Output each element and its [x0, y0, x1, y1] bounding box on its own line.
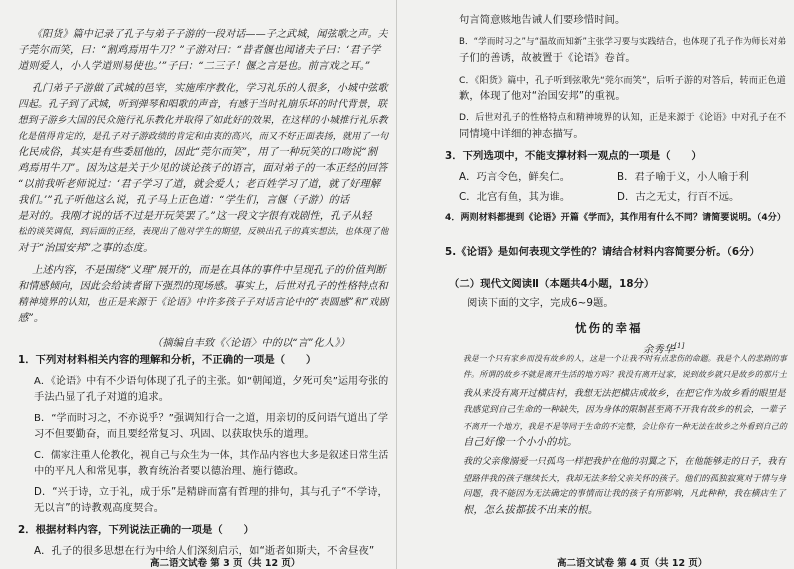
text-line: （二）现代文阅读Ⅱ（本题共4小题，18分） [449, 278, 655, 290]
text-line: 件。所谓的故乡不就是离开生活的地方吗？我没有离开过家，说到故乡就只是故乡的那片土 [463, 370, 787, 379]
text-line: 我从来没有离开过横店村，我想无法把横店成故乡，在把它作为故乡看的眼里是 [463, 389, 786, 399]
text-line: B．君子喻于义，小人喻于利 [617, 171, 749, 183]
text-line: “以前我听老师说过：‘君子学习了道，就会爱人；老百姓学习了道，就了好理解 [18, 178, 381, 190]
text-line: 我们。’”孔子听他这么说，孔子马上正色道：“学生们，言偃（子游）的话 [18, 194, 350, 206]
text-line: 中的平凡人和常见事，教育统治者要以德治理、施行德政。 [34, 465, 305, 477]
text-line: C．北宫有鱼，其为谁。 [459, 191, 571, 203]
text-line: D．古之无丈，行百不远。 [617, 191, 740, 203]
text-line: 化民成俗，其实是有些委屈他的，因此“莞尔而笑”，用了一种玩笑的口吻说“割 [18, 146, 378, 158]
page-footer-left: 高二语文试卷 第 3 页（共 12 页） [150, 558, 301, 569]
text-line: 化是值得肯定的，是孔子对子游政绩的肯定和由衷的高兴，而又不好正面表扬，就用了一句 [18, 131, 389, 142]
text-line: 我是一个只有家乡而没有故乡的人，这是一个让我不时有点悲伤的命题。我是个人的悲剧的事 [463, 354, 787, 363]
text-line: 孔门弟子子游做了武城的邑宰，实施库序教化，学习礼乐的人很多，小城中弦歌 [32, 83, 388, 94]
text-line: D．后世对孔子的性格特点和精神境界的认知，正是来源于《论语》中对孔子在不 [459, 113, 787, 123]
text-line: 习不但要勤奋，而且要经常复习、巩固、以获取快乐的道理。 [34, 428, 315, 440]
text-line: 问题，我不能因为无法确定的事情而让我的孩子有所影响，凡此种种，我在横店生了 [463, 489, 786, 499]
source-citation: （摘编自丰致《〈论语〉中的以“言”化人》） [152, 337, 350, 349]
text-line: 上述内容，不是围绕“义理”展开的，而是在具体的事件中呈现孔子的价值判断 [32, 264, 386, 276]
text-line: 鸡焉用牛刀”。因为这是关于少见的谈论孩子的语言，面对弟子的一本正经的回答 [18, 162, 388, 174]
page-footer-right: 高二语文试卷 第 4 页（共 12 页） [557, 558, 708, 569]
text-line: 松的谈笑调侃，到后面的正经，表现出了他对学生的期望，反映出孔子的真实想法，也体现了他 [18, 227, 389, 237]
text-line: 是对的。我刚才说的话不过是开玩笑罢了。”这一段文字很有戏剧性，孔子从轻 [18, 210, 372, 222]
text-line: A．孔子的很多思想在行为中给人们深刻启示，如“逝者如斯夫，不舍昼夜” [34, 545, 375, 557]
text-line: 无以言”的诗教观高度契合。 [34, 502, 165, 514]
text-line: 歉，体现了他对“治国安邦”的重视。 [459, 90, 626, 102]
text-line: 道则爱人，小人学道则易使也。’”子曰：“二三子！偃之言是也。前言戏之耳。” [18, 60, 371, 72]
text-line: 根，怎么拔都拔不出来的根。 [463, 504, 599, 516]
text-line: 不离开一个地方，我是不是等同于生命的不完整，会让你有一种无法在故乡之外看到自己的 [463, 422, 787, 431]
text-line: C．儒家注重人伦教化，视自己与众生为一体，其作品内容也大多是叙述日常生活 [34, 450, 389, 461]
text-line: 对于“治国安邦”之事的态度。 [18, 242, 154, 254]
text-line: 和情感倾向，因此会给读者留下强烈的现场感。事实上，后世对孔子的性格特点和 [18, 281, 388, 292]
text-line: A．巧言令色，鲜矣仁。 [459, 171, 571, 183]
text-line: C．《阳货》篇中，孔子听到弦歌先“莞尔而笑”，后听子游的对答后，转而正色道 [459, 75, 786, 86]
text-line: 4．两则材料都提到《论语》开篇《学而》，其作用有什么不同？请简要说明。（4分） [445, 213, 786, 223]
text-line: 5.《论语》是如何表现文学性的？请结合材料内容简要分析。（6分） [445, 246, 760, 258]
text-line: 手法凸显了孔子对道的追求。 [34, 391, 170, 403]
text-line: 同情境中详细的神态描写。 [459, 128, 584, 140]
text-line: 想到子游乡大国的民众施行礼乐教化并取得了如此好的效果，在这样的小城推行礼乐教 [18, 115, 388, 126]
essay-author: 余秀华[1] [643, 342, 685, 356]
text-line: 阅读下面的文字，完成6~9题。 [467, 297, 614, 309]
text-line: A．《论语》中有不少语句体现了孔子的主张。如“朝闻道，夕死可矣”运用夸张的 [34, 376, 389, 387]
text-line: 《阳货》篇中记录了孔子与弟子子游的一段对话——子之武城，闻弦歌之声。夫 [32, 29, 388, 40]
text-line: B．“学而时习之”与“温故而知新”主张学习要与实践结合，也体现了孔子作为师长对弟 [459, 37, 787, 47]
essay-title: 忧伤的幸福 [575, 321, 643, 335]
text-line: 四起。孔子到了武城，听到弹琴和唱歌的声音，有感于当时礼崩乐坏的时代背景，联 [18, 99, 388, 110]
right-page [397, 0, 794, 569]
text-line: 感”。 [18, 312, 45, 324]
left-page [0, 0, 396, 569]
text-line: 3．下列选项中，不能支撑材料一观点的一项是（ ） [445, 150, 702, 162]
text-line: 子们的善诱，故被置于《论语》卷首。 [459, 52, 636, 64]
text-line: B．“学而时习之，不亦说乎？”强调知行合一之道，用亲切的反问语气道出了学 [34, 413, 389, 424]
text-line: 子莞尔而笑，曰：“割鸡焉用牛刀？”子游对曰：“昔者偃也闻诸夫子曰：‘君子学 [18, 44, 381, 56]
text-line: 句言简意赅地告诫人们要珍惜时间。 [459, 14, 626, 26]
text-line: 望路伴我的孩子继续长大，我却无法多给父亲关怀的孩子。他们的孤独寂寞对于情与身 [463, 473, 787, 483]
text-line: 我的父亲像溺爱一只孤鸟一样把我护在他的羽翼之下，在他能够走的日子，我有 [463, 457, 786, 467]
text-line: 2．根据材料内容，下列说法正确的一项是（ ） [18, 524, 254, 536]
text-line: 1．下列对材料相关内容的理解和分析，不正确的一项是（ ） [18, 354, 317, 366]
text-line: 我感觉到自己生命的一种缺失，因为身体的限制甚至离不开我有故乡的机会，一辈子 [463, 405, 786, 415]
text-line: 自己好像一个小小的坑。 [463, 436, 578, 448]
text-line: D．“兴于诗，立于礼，成于乐”是精辟而富有哲理的排句，其与孔子“不学诗， [34, 487, 388, 498]
text-line: 精神境界的认知，也正是来源于《论语》中许多孩子子对话言论中的“表圆感”和“戏剧 [18, 297, 389, 308]
